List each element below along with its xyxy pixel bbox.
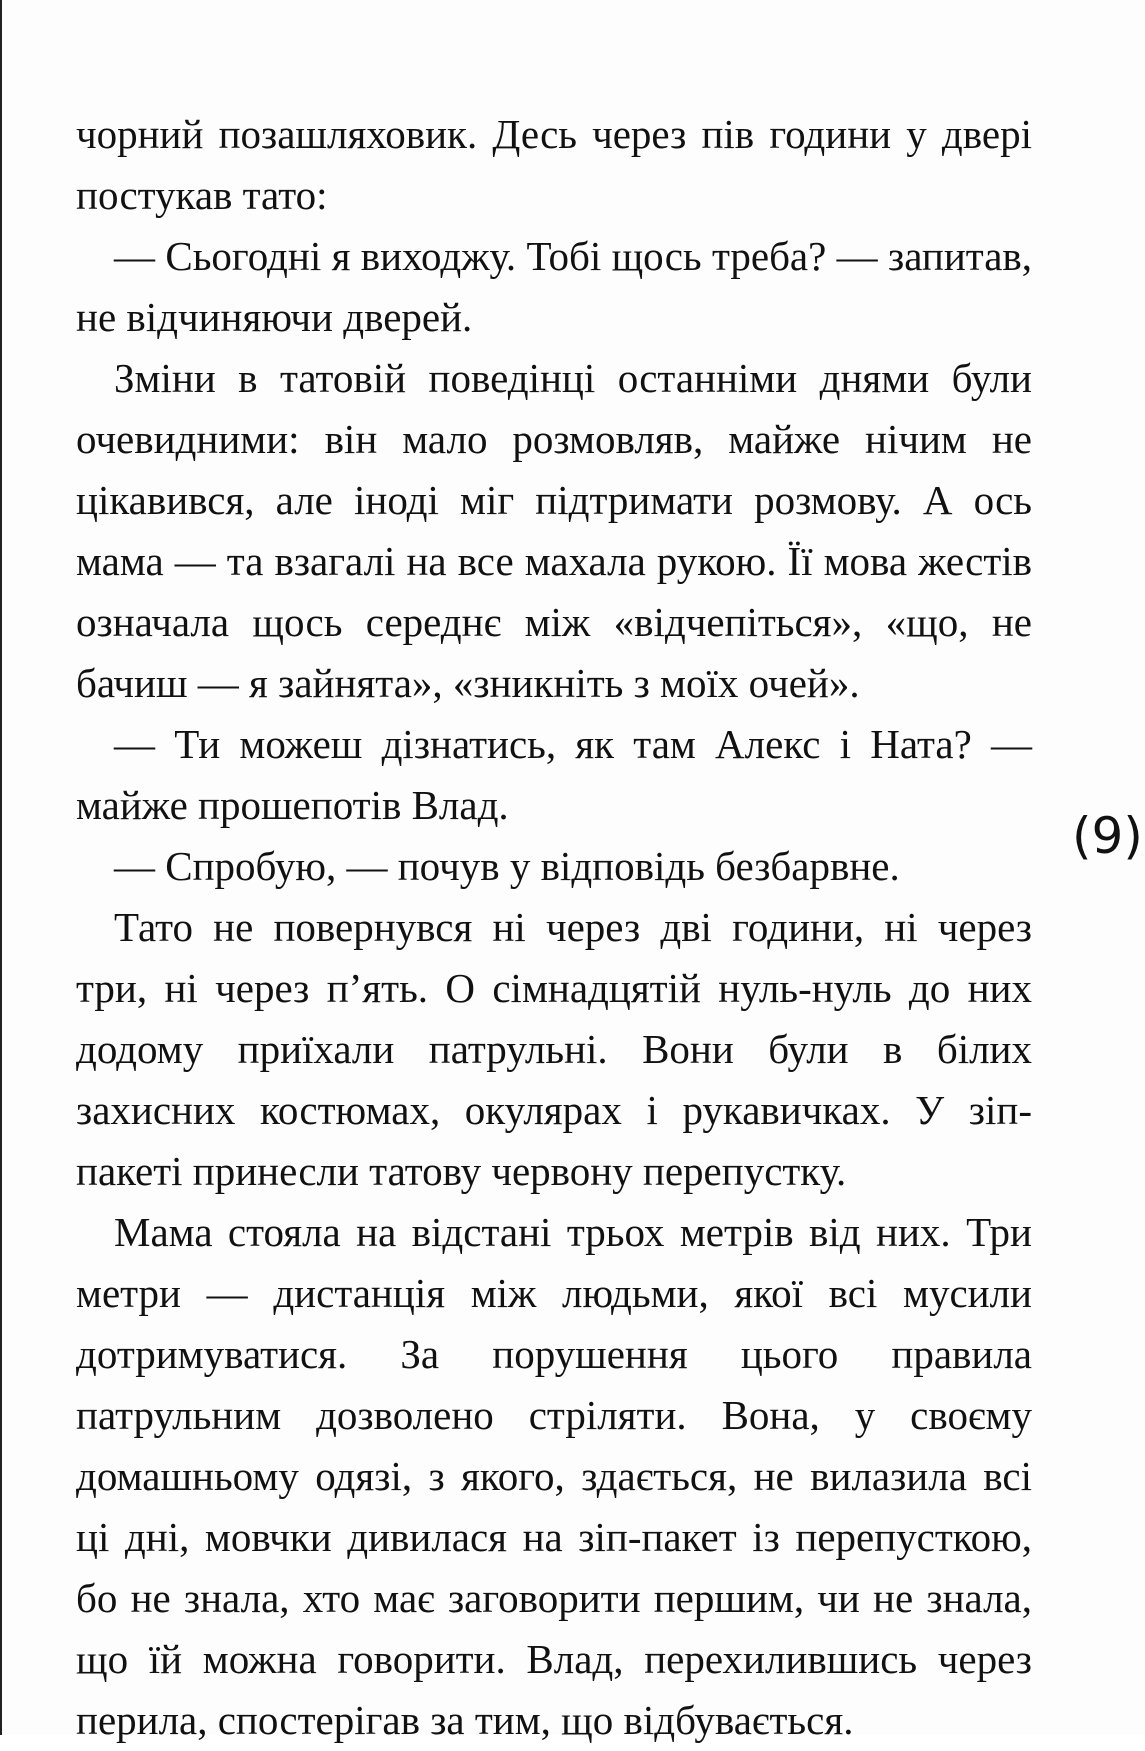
paragraph-6: Тато не повернувся ні через дві години, ні через три, ні через п’ять. О сімнадцятій нуль-нуль до них додому приїхали патрульні. Вони були в білих захисних костюмах, окулярах і рукавичках. У зіп-пакеті принесли татову червону перепустку. [76, 904, 1032, 1194]
paragraph-4: — Ти можеш дізнатись, як там Алекс і Ната? — майже прошепотів Влад. [76, 721, 1032, 828]
paragraph-5: — Спробую, — почув у відповідь безбарвне. [114, 843, 900, 889]
page-number: (9) [1072, 807, 1143, 865]
paragraph-7: Мама стояла на відстані трьох метрів від них. Три метри — дистанція між людьми, якої всі мусили дотримуватися. За порушення цього правила патрульним дозволено стріляти. Вона, у своєму домашньому одязі, з якого, здається, не вилазила всі ці дні, мовчки дивилася на зіп-пакет із перепусткою, бо не знала, хто має заговорити першим, чи не знала, що їй можна говорити. Влад, перехилившись через перила, спостерігав за тим, що відбувається. [76, 1209, 1032, 1743]
paragraph-3: Зміни в татовій поведінці останніми днями були очевидними: він мало розмовляв, майже нічим не цікавився, але іноді міг підтримати розмову. А ось мама — та взагалі на все махала рукою. Її мова жестів означала щось середнє між «відчепіться», «що, не бачиш — я зайнята», «зникніть з моїх очей». [76, 355, 1032, 706]
body-text [76, 104, 1032, 1751]
paragraph-2: — Сьогодні я виходжу. Тобі щось треба? — запитав, не відчиняючи дверей. [76, 233, 1032, 340]
paragraph-1: чорний позашляховик. Десь через пів години у двері постукав тато: [76, 111, 1032, 218]
page-edge-shadow [0, 0, 2, 1735]
